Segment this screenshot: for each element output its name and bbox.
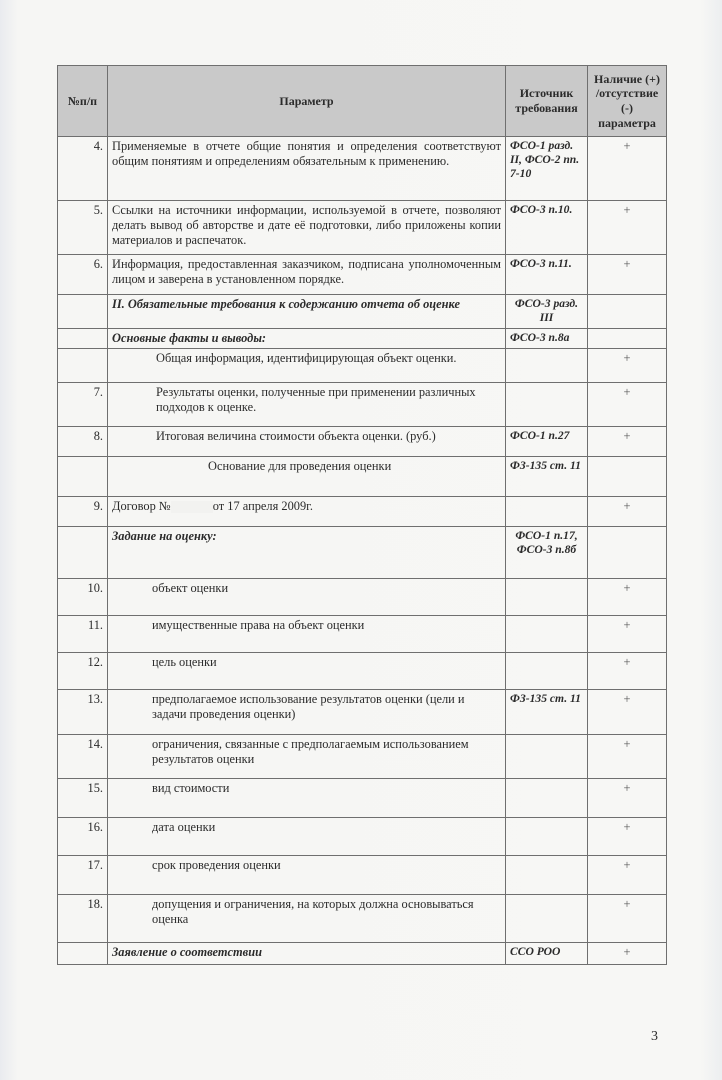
row-mark: + [588,818,667,856]
row-mark: + [588,349,667,383]
row-source [506,779,588,818]
row-source: ФСО-3 разд. III [506,295,588,329]
row-source [506,579,588,616]
row-mark [588,527,667,579]
row-num [58,349,108,383]
header-source: Источник требования [506,66,588,137]
row-num: 14. [58,735,108,779]
row-num: 13. [58,690,108,735]
section-row [58,943,667,965]
row-source [506,653,588,690]
row-num: 16. [58,818,108,856]
table-row [58,255,667,295]
row-source: ФЗ-135 ст. 11 [506,457,588,497]
row-source: ФСО-1 п.17, ФСО-3 п.8б [506,527,588,579]
row-source [506,349,588,383]
table-row [58,735,667,779]
row-mark: + [588,616,667,653]
section-title: Задание на оценку: [108,527,506,579]
table-row [58,383,667,427]
contract-date: от 17 апреля 2009г. [212,499,313,514]
row-mark: + [588,497,667,527]
table-row [58,690,667,735]
row-mark: + [588,735,667,779]
row-mark: + [588,255,667,295]
table-row [58,818,667,856]
row-mark: + [588,943,667,965]
header-param: Параметр [108,66,506,137]
row-source [506,735,588,779]
row-mark: + [588,137,667,201]
row-mark [588,457,667,497]
row-mark: + [588,779,667,818]
row-mark: + [588,427,667,457]
section-title: Основание для проведения оценки [108,457,506,497]
row-source: ФСО-1 п.27 [506,427,588,457]
requirements-table [57,65,667,965]
table-row [58,856,667,895]
section-row [58,329,667,349]
row-num: 4. [58,137,108,201]
table-row [58,616,667,653]
table-row [58,497,667,527]
table-row [58,579,667,616]
row-source [506,895,588,943]
row-param: допущения и ограничения, на которых должна основываться оценка [108,895,506,943]
row-source: ФСО-1 разд. II, ФСО-2 пп. 7-10 [506,137,588,201]
row-param [108,497,506,527]
row-param: цель оценки [108,653,506,690]
section-row [58,457,667,497]
table-row [58,201,667,255]
row-num [58,295,108,329]
row-param: вид стоимости [108,779,506,818]
row-mark: + [588,201,667,255]
row-param: срок проведения оценки [108,856,506,895]
table-row [58,427,667,457]
row-num: 12. [58,653,108,690]
row-mark [588,329,667,349]
section-title: Основные факты и выводы: [108,329,506,349]
row-param: Ссылки на источники информации, используемой в отчете, позволяют делать вывод об авторстве и дате её подготовки, либо приложены копии материалов и распечаток. [108,201,506,255]
header-presence: Наличие (+) /отсутствие (-) параметра [588,66,667,137]
row-source: ФСО-3 п.11. [506,255,588,295]
table-row [58,349,667,383]
row-param: Итоговая величина стоимости объекта оценки. (руб.) [108,427,506,457]
row-num: 6. [58,255,108,295]
row-source [506,856,588,895]
row-source: ФСО-3 п.10. [506,201,588,255]
row-num: 7. [58,383,108,427]
row-num [58,329,108,349]
row-mark: + [588,895,667,943]
row-num: 11. [58,616,108,653]
table-row [58,779,667,818]
contract-label: Договор № [112,499,171,514]
row-param: дата оценки [108,818,506,856]
table-row [58,653,667,690]
row-mark: + [588,856,667,895]
row-param: Информация, предоставленная заказчиком, подписана уполномоченным лицом и заверена в установленном порядке. [108,255,506,295]
row-param: ограничения, связанные с предполагаемым использованием результатов оценки [108,735,506,779]
header-num: №п/п [58,66,108,137]
row-param: Общая информация, идентифицирующая объект оценки. [108,349,506,383]
section-row [58,295,667,329]
row-num: 9. [58,497,108,527]
row-source [506,616,588,653]
row-source [506,497,588,527]
row-param: Результаты оценки, полученные при применении различных подходов к оценке. [108,383,506,427]
row-num [58,943,108,965]
row-num: 15. [58,779,108,818]
redacted-area [171,501,213,513]
row-source [506,383,588,427]
row-mark: + [588,690,667,735]
section-title: Заявление о соответствии [108,943,506,965]
row-mark: + [588,383,667,427]
table-header-row [58,66,667,137]
row-param: объект оценки [108,579,506,616]
row-num: 10. [58,579,108,616]
row-source: ФСО-3 п.8а [506,329,588,349]
row-source: ССО РОО [506,943,588,965]
row-source [506,818,588,856]
row-num [58,457,108,497]
row-num: 18. [58,895,108,943]
row-source: ФЗ-135 ст. 11 [506,690,588,735]
table-row [58,137,667,201]
row-mark: + [588,579,667,616]
section-row [58,527,667,579]
row-num: 8. [58,427,108,457]
row-mark: + [588,653,667,690]
section-title: II. Обязательные требования к содержанию отчета об оценке [108,295,506,329]
row-num [58,527,108,579]
row-num: 5. [58,201,108,255]
row-num: 17. [58,856,108,895]
row-param: Применяемые в отчете общие понятия и определения соответствуют общим понятиям и определениям обязательным к применению. [108,137,506,201]
row-param: предполагаемое использование результатов оценки (цели и задачи проведения оценки) [108,690,506,735]
row-mark [588,295,667,329]
page-number: 3 [651,1029,658,1044]
table-row [58,895,667,943]
row-param: имущественные права на объект оценки [108,616,506,653]
